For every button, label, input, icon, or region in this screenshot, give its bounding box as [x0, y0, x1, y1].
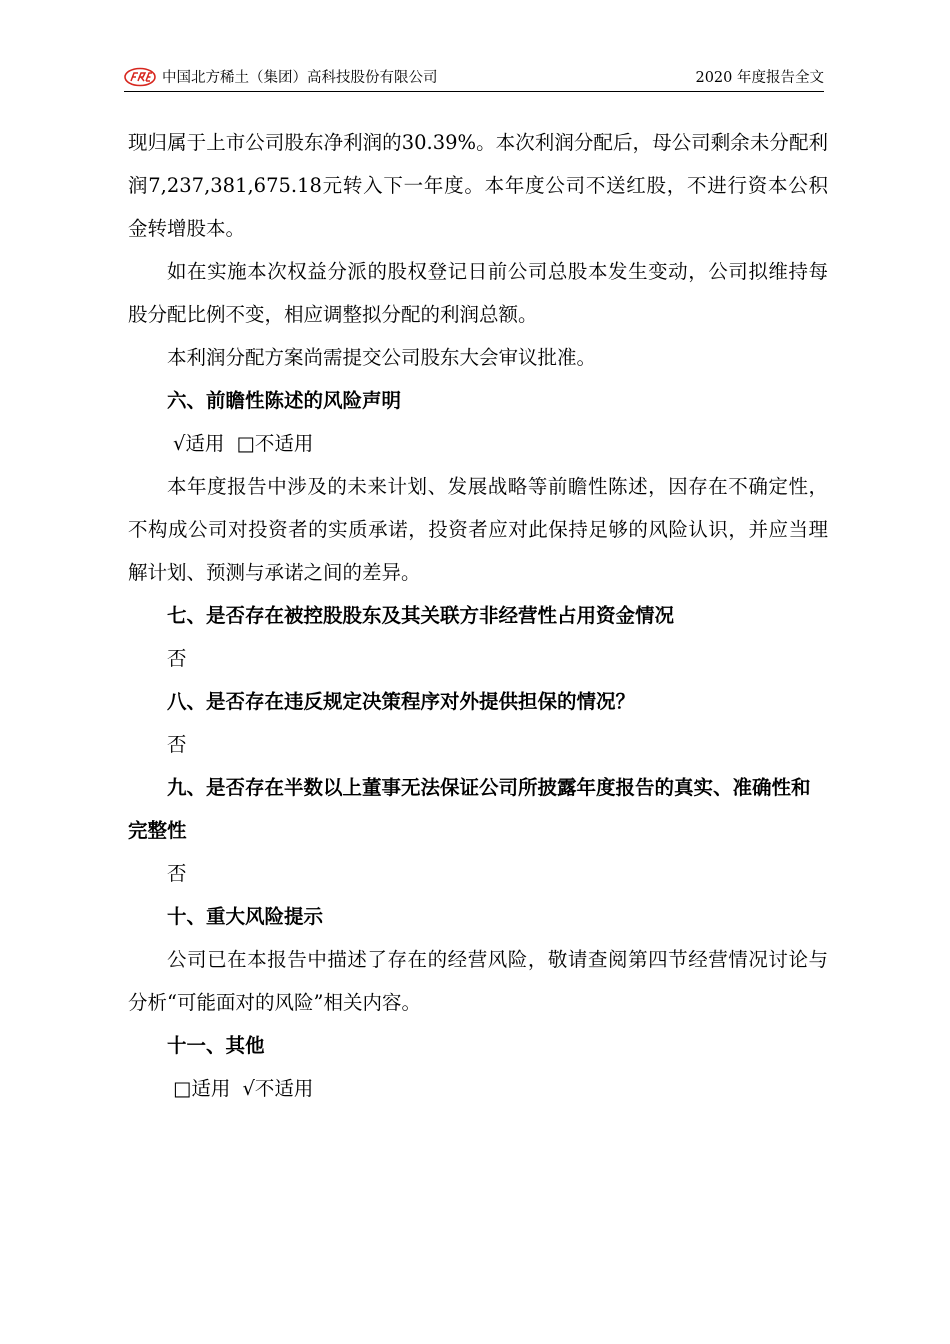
heading-section-11: 十一、其他: [167, 1034, 265, 1057]
paragraph-approval: 本利润分配方案尚需提交公司股东大会审议批准。: [167, 346, 597, 369]
paragraph-share-capital-change: 如在实施本次权益分派的股权登记日前公司总股本发生变动，公司拟维持每股分配比例不变，相应调整拟分配的利润总额。: [128, 260, 828, 326]
company-name: 中国北方稀土（集团）高科技股份有限公司: [162, 70, 438, 86]
report-title: 2020 年度报告全文: [695, 70, 824, 86]
answer-section-8: 否: [167, 733, 187, 756]
paragraph-forward-looking: 本年度报告中涉及的未来计划、发展战略等前瞻性陈述，因存在不确定性，不构成公司对投资者的实质承诺，投资者应对此保持足够的风险认识，并应当理解计划、预测与承诺之间的差异。: [128, 475, 828, 584]
heading-section-9: 九、是否存在半数以上董事无法保证公司所披露年度报告的真实、准确性和完整性: [128, 776, 811, 842]
page-header: [124, 66, 824, 92]
options-section-11: [128, 1067, 828, 1110]
answer-section-7: 否: [167, 647, 187, 670]
paragraph-profit-distribution: 现归属于上市公司股东净利润的30.39%。本次利润分配后，母公司剩余未分配利润7,237,381,675.18元转入下一年度。本年度公司不送红股，不进行资本公积金转增股本。: [128, 131, 828, 240]
header-divider: [124, 91, 824, 92]
heading-section-8: 八、是否存在违反规定决策程序对外提供担保的情况？: [167, 690, 636, 713]
option-applicable-unchecked: □适用: [173, 1077, 231, 1100]
document-body: [128, 121, 828, 1110]
heading-section-10: 十、重大风险提示: [167, 905, 324, 928]
heading-section-6: 六、前瞻性陈述的风险声明: [167, 389, 402, 412]
rare-earth-logo-icon: [124, 67, 156, 87]
paragraph-major-risk: 公司已在本报告中描述了存在的经营风险，敬请查阅第四节经营情况讨论与分析“可能面对的风险”相关内容。: [128, 948, 828, 1014]
heading-section-7: 七、是否存在被控股股东及其关联方非经营性占用资金情况: [167, 604, 675, 627]
answer-section-9: 否: [167, 862, 187, 885]
options-section-6: [128, 422, 828, 465]
option-not-applicable-checked: √不适用: [242, 1077, 314, 1100]
option-applicable-checked: √适用: [173, 432, 225, 455]
option-not-applicable-unchecked: □不适用: [236, 432, 314, 455]
